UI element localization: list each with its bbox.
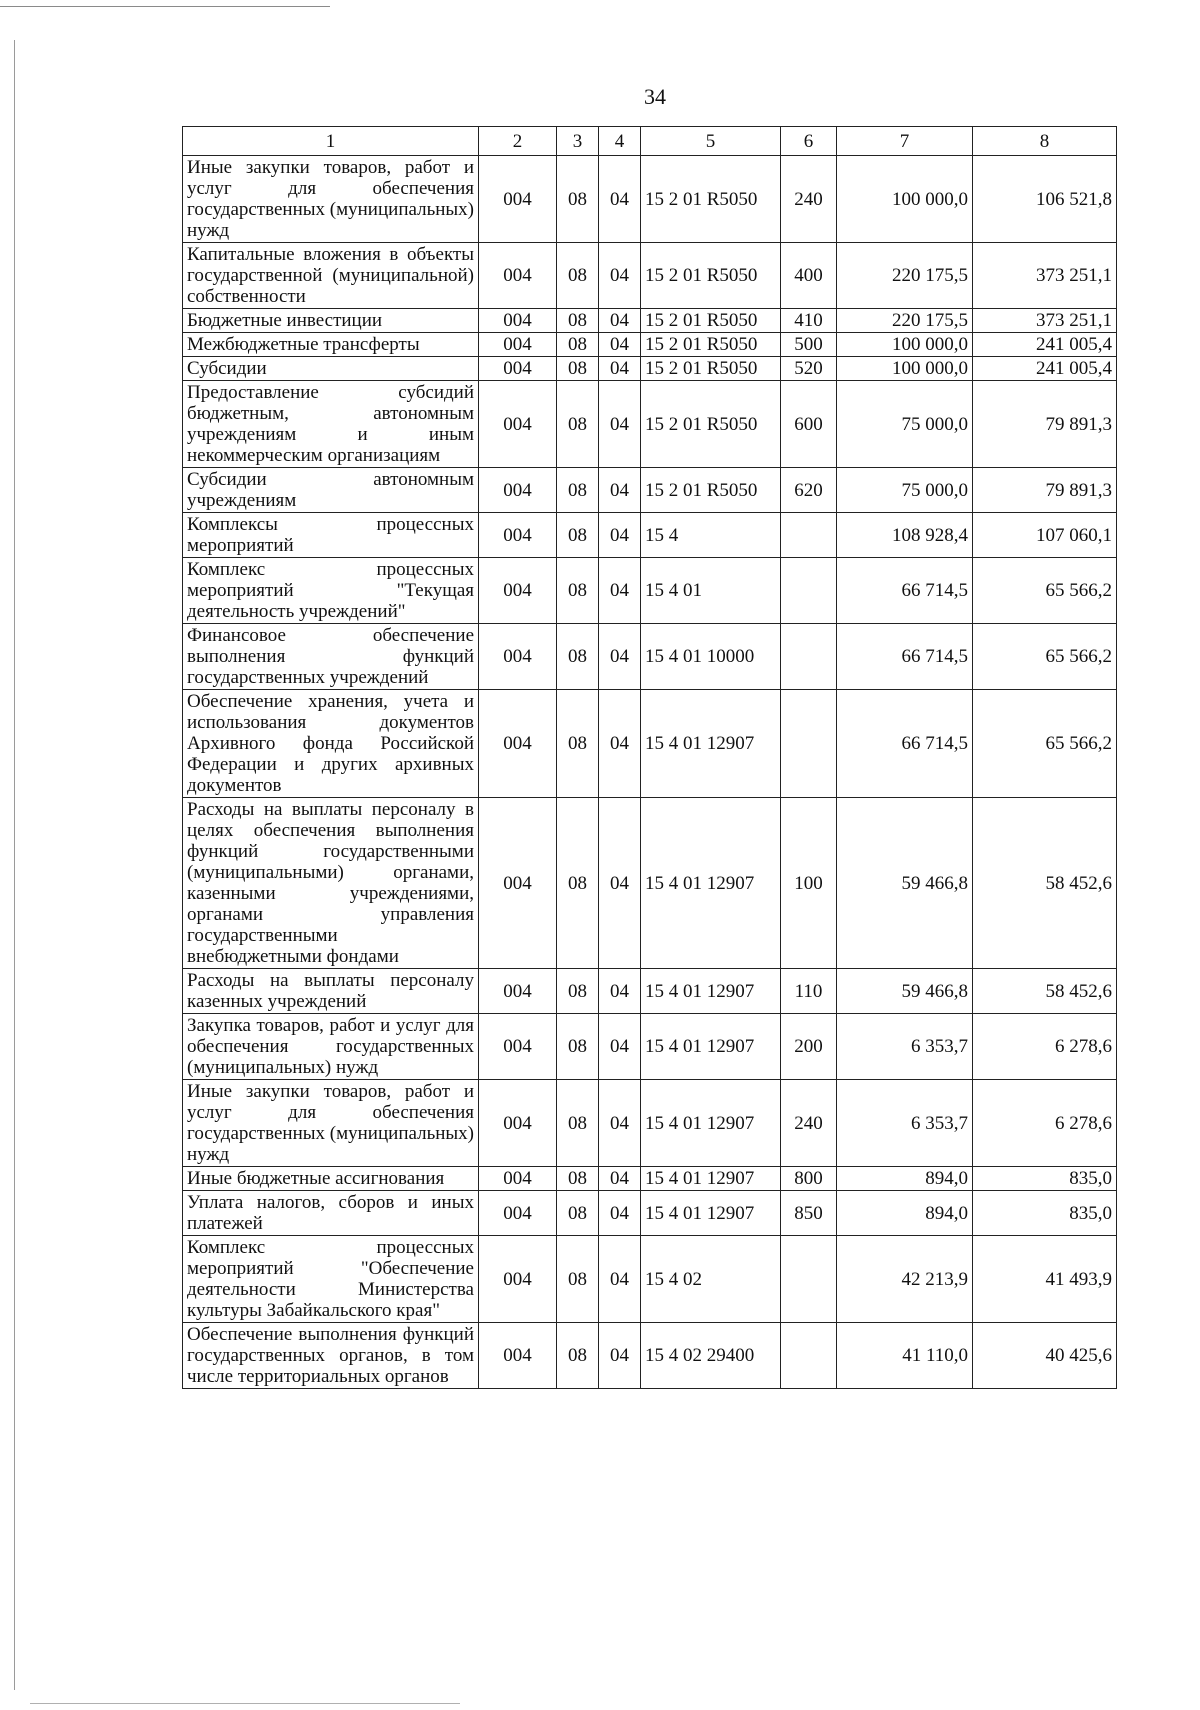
cell-section-code: 08 bbox=[557, 468, 599, 513]
cell-expense-type: 240 bbox=[781, 156, 837, 243]
row-name: Межбюджетные трансферты bbox=[183, 333, 479, 357]
table-row bbox=[183, 1323, 1117, 1389]
cell-ministry-code: 004 bbox=[479, 309, 557, 333]
column-header: 8 bbox=[973, 127, 1117, 156]
cell-expense-type: 800 bbox=[781, 1167, 837, 1191]
cell-target-article: 15 2 01 R5050 bbox=[641, 243, 781, 309]
budget-table bbox=[182, 126, 1117, 1389]
cell-ministry-code: 004 bbox=[479, 333, 557, 357]
table-row bbox=[183, 1191, 1117, 1236]
cell-target-article: 15 4 02 bbox=[641, 1236, 781, 1323]
cell-expense-type: 240 bbox=[781, 1080, 837, 1167]
table-row bbox=[183, 333, 1117, 357]
row-name: Комплексы процессных мероприятий bbox=[183, 513, 479, 558]
cell-ministry-code: 004 bbox=[479, 468, 557, 513]
cell-ministry-code: 004 bbox=[479, 1236, 557, 1323]
row-name: Комплекс процессных мероприятий "Обеспечение деятельности Министерства культуры Забайкальского края" bbox=[183, 1236, 479, 1323]
cell-amount-col7: 100 000,0 bbox=[837, 333, 973, 357]
cell-section-code: 08 bbox=[557, 333, 599, 357]
cell-expense-type: 410 bbox=[781, 309, 837, 333]
cell-amount-col7: 41 110,0 bbox=[837, 1323, 973, 1389]
cell-section-code: 08 bbox=[557, 558, 599, 624]
cell-subsection-code: 04 bbox=[599, 1191, 641, 1236]
cell-expense-type bbox=[781, 624, 837, 690]
cell-target-article: 15 4 02 29400 bbox=[641, 1323, 781, 1389]
column-header: 1 bbox=[183, 127, 479, 156]
cell-amount-col7: 59 466,8 bbox=[837, 969, 973, 1014]
cell-subsection-code: 04 bbox=[599, 1080, 641, 1167]
scan-edge-top bbox=[0, 6, 330, 7]
scan-edge-left bbox=[14, 40, 15, 1690]
cell-section-code: 08 bbox=[557, 1080, 599, 1167]
cell-target-article: 15 2 01 R5050 bbox=[641, 156, 781, 243]
cell-target-article: 15 4 01 bbox=[641, 558, 781, 624]
row-name: Комплекс процессных мероприятий "Текущая деятельность учреждений" bbox=[183, 558, 479, 624]
cell-amount-col7: 894,0 bbox=[837, 1167, 973, 1191]
row-name: Иные закупки товаров, работ и услуг для обеспечения государственных (муниципальных) нужд bbox=[183, 156, 479, 243]
cell-expense-type: 620 bbox=[781, 468, 837, 513]
cell-section-code: 08 bbox=[557, 513, 599, 558]
row-name: Иные бюджетные ассигнования bbox=[183, 1167, 479, 1191]
cell-expense-type: 100 bbox=[781, 798, 837, 969]
table-header-row bbox=[183, 127, 1117, 156]
cell-ministry-code: 004 bbox=[479, 624, 557, 690]
cell-target-article: 15 4 01 12907 bbox=[641, 1080, 781, 1167]
cell-amount-col7: 75 000,0 bbox=[837, 381, 973, 468]
cell-amount-col7: 100 000,0 bbox=[837, 357, 973, 381]
cell-ministry-code: 004 bbox=[479, 513, 557, 558]
cell-amount-col8: 835,0 bbox=[973, 1191, 1117, 1236]
cell-subsection-code: 04 bbox=[599, 1236, 641, 1323]
table-row bbox=[183, 969, 1117, 1014]
row-name: Субсидии bbox=[183, 357, 479, 381]
cell-expense-type: 600 bbox=[781, 381, 837, 468]
cell-amount-col7: 6 353,7 bbox=[837, 1014, 973, 1080]
cell-amount-col7: 894,0 bbox=[837, 1191, 973, 1236]
column-header: 2 bbox=[479, 127, 557, 156]
row-name: Бюджетные инвестиции bbox=[183, 309, 479, 333]
cell-target-article: 15 4 01 12907 bbox=[641, 1167, 781, 1191]
table-row bbox=[183, 690, 1117, 798]
row-name: Иные закупки товаров, работ и услуг для обеспечения государственных (муниципальных) нужд bbox=[183, 1080, 479, 1167]
cell-amount-col7: 75 000,0 bbox=[837, 468, 973, 513]
cell-amount-col7: 220 175,5 bbox=[837, 243, 973, 309]
table-row bbox=[183, 309, 1117, 333]
cell-target-article: 15 2 01 R5050 bbox=[641, 357, 781, 381]
column-header: 5 bbox=[641, 127, 781, 156]
table-body bbox=[183, 156, 1117, 1389]
cell-subsection-code: 04 bbox=[599, 243, 641, 309]
cell-subsection-code: 04 bbox=[599, 156, 641, 243]
cell-amount-col7: 42 213,9 bbox=[837, 1236, 973, 1323]
page-number: 34 bbox=[644, 84, 666, 109]
cell-expense-type bbox=[781, 513, 837, 558]
cell-ministry-code: 004 bbox=[479, 1167, 557, 1191]
cell-amount-col8: 65 566,2 bbox=[973, 624, 1117, 690]
cell-amount-col8: 241 005,4 bbox=[973, 333, 1117, 357]
cell-expense-type bbox=[781, 1323, 837, 1389]
cell-target-article: 15 4 01 12907 bbox=[641, 969, 781, 1014]
row-name: Капитальные вложения в объекты государственной (муниципальной) собственности bbox=[183, 243, 479, 309]
cell-subsection-code: 04 bbox=[599, 558, 641, 624]
cell-expense-type: 200 bbox=[781, 1014, 837, 1080]
cell-amount-col8: 106 521,8 bbox=[973, 156, 1117, 243]
cell-amount-col8: 6 278,6 bbox=[973, 1014, 1117, 1080]
cell-subsection-code: 04 bbox=[599, 381, 641, 468]
cell-section-code: 08 bbox=[557, 357, 599, 381]
cell-subsection-code: 04 bbox=[599, 357, 641, 381]
table-row bbox=[183, 558, 1117, 624]
cell-amount-col8: 58 452,6 bbox=[973, 798, 1117, 969]
cell-expense-type bbox=[781, 1236, 837, 1323]
cell-subsection-code: 04 bbox=[599, 624, 641, 690]
cell-expense-type: 500 bbox=[781, 333, 837, 357]
table-row bbox=[183, 798, 1117, 969]
cell-subsection-code: 04 bbox=[599, 969, 641, 1014]
cell-subsection-code: 04 bbox=[599, 1167, 641, 1191]
cell-amount-col7: 220 175,5 bbox=[837, 309, 973, 333]
cell-amount-col8: 107 060,1 bbox=[973, 513, 1117, 558]
table-row bbox=[183, 1014, 1117, 1080]
cell-amount-col7: 6 353,7 bbox=[837, 1080, 973, 1167]
cell-section-code: 08 bbox=[557, 1167, 599, 1191]
cell-target-article: 15 2 01 R5050 bbox=[641, 333, 781, 357]
cell-amount-col8: 65 566,2 bbox=[973, 690, 1117, 798]
cell-target-article: 15 4 01 10000 bbox=[641, 624, 781, 690]
table-row bbox=[183, 513, 1117, 558]
table-row bbox=[183, 156, 1117, 243]
cell-section-code: 08 bbox=[557, 1323, 599, 1389]
cell-amount-col8: 65 566,2 bbox=[973, 558, 1117, 624]
cell-expense-type: 110 bbox=[781, 969, 837, 1014]
cell-amount-col8: 79 891,3 bbox=[973, 468, 1117, 513]
cell-section-code: 08 bbox=[557, 969, 599, 1014]
row-name: Закупка товаров, работ и услуг для обеспечения государственных (муниципальных) нужд bbox=[183, 1014, 479, 1080]
cell-amount-col8: 373 251,1 bbox=[973, 309, 1117, 333]
cell-expense-type: 400 bbox=[781, 243, 837, 309]
row-name: Финансовое обеспечение выполнения функций государственных учреждений bbox=[183, 624, 479, 690]
row-name: Расходы на выплаты персоналу казенных учреждений bbox=[183, 969, 479, 1014]
table-row bbox=[183, 624, 1117, 690]
cell-ministry-code: 004 bbox=[479, 798, 557, 969]
cell-amount-col8: 241 005,4 bbox=[973, 357, 1117, 381]
cell-amount-col7: 66 714,5 bbox=[837, 690, 973, 798]
row-name: Субсидии автономным учреждениям bbox=[183, 468, 479, 513]
cell-target-article: 15 2 01 R5050 bbox=[641, 309, 781, 333]
cell-subsection-code: 04 bbox=[599, 309, 641, 333]
cell-expense-type: 850 bbox=[781, 1191, 837, 1236]
cell-ministry-code: 004 bbox=[479, 1191, 557, 1236]
cell-target-article: 15 4 01 12907 bbox=[641, 798, 781, 969]
cell-section-code: 08 bbox=[557, 1236, 599, 1323]
cell-target-article: 15 4 01 12907 bbox=[641, 1014, 781, 1080]
cell-target-article: 15 4 bbox=[641, 513, 781, 558]
cell-section-code: 08 bbox=[557, 243, 599, 309]
cell-ministry-code: 004 bbox=[479, 690, 557, 798]
cell-amount-col7: 100 000,0 bbox=[837, 156, 973, 243]
column-header: 6 bbox=[781, 127, 837, 156]
cell-amount-col8: 58 452,6 bbox=[973, 969, 1117, 1014]
cell-target-article: 15 4 01 12907 bbox=[641, 690, 781, 798]
cell-target-article: 15 2 01 R5050 bbox=[641, 381, 781, 468]
cell-section-code: 08 bbox=[557, 156, 599, 243]
cell-expense-type: 520 bbox=[781, 357, 837, 381]
cell-ministry-code: 004 bbox=[479, 1323, 557, 1389]
column-header: 4 bbox=[599, 127, 641, 156]
cell-subsection-code: 04 bbox=[599, 513, 641, 558]
cell-section-code: 08 bbox=[557, 1191, 599, 1236]
cell-section-code: 08 bbox=[557, 690, 599, 798]
cell-ministry-code: 004 bbox=[479, 1014, 557, 1080]
row-name: Расходы на выплаты персоналу в целях обеспечения выполнения функций государственными (муниципальными) органами, казенными учреждениями, органами управления государственными внебюджетными фондами bbox=[183, 798, 479, 969]
cell-subsection-code: 04 bbox=[599, 468, 641, 513]
cell-section-code: 08 bbox=[557, 1014, 599, 1080]
table-row bbox=[183, 1080, 1117, 1167]
column-header: 7 bbox=[837, 127, 973, 156]
row-name: Обеспечение выполнения функций государственных органов, в том числе территориальных органов bbox=[183, 1323, 479, 1389]
cell-amount-col8: 373 251,1 bbox=[973, 243, 1117, 309]
cell-target-article: 15 4 01 12907 bbox=[641, 1191, 781, 1236]
scan-edge-bottom bbox=[30, 1703, 460, 1704]
row-name: Обеспечение хранения, учета и использования документов Архивного фонда Российской Федерации и других архивных документов bbox=[183, 690, 479, 798]
table-row bbox=[183, 468, 1117, 513]
cell-subsection-code: 04 bbox=[599, 798, 641, 969]
cell-expense-type bbox=[781, 558, 837, 624]
column-header: 3 bbox=[557, 127, 599, 156]
cell-amount-col8: 835,0 bbox=[973, 1167, 1117, 1191]
table-row bbox=[183, 243, 1117, 309]
cell-amount-col7: 66 714,5 bbox=[837, 558, 973, 624]
cell-amount-col8: 6 278,6 bbox=[973, 1080, 1117, 1167]
cell-expense-type bbox=[781, 690, 837, 798]
cell-section-code: 08 bbox=[557, 309, 599, 333]
cell-ministry-code: 004 bbox=[479, 1080, 557, 1167]
table-row bbox=[183, 357, 1117, 381]
cell-ministry-code: 004 bbox=[479, 969, 557, 1014]
cell-ministry-code: 004 bbox=[479, 381, 557, 468]
cell-section-code: 08 bbox=[557, 798, 599, 969]
cell-amount-col7: 66 714,5 bbox=[837, 624, 973, 690]
row-name: Уплата налогов, сборов и иных платежей bbox=[183, 1191, 479, 1236]
cell-amount-col8: 40 425,6 bbox=[973, 1323, 1117, 1389]
cell-ministry-code: 004 bbox=[479, 243, 557, 309]
cell-target-article: 15 2 01 R5050 bbox=[641, 468, 781, 513]
table-row bbox=[183, 1236, 1117, 1323]
cell-subsection-code: 04 bbox=[599, 690, 641, 798]
cell-subsection-code: 04 bbox=[599, 1323, 641, 1389]
cell-ministry-code: 004 bbox=[479, 357, 557, 381]
cell-amount-col8: 41 493,9 bbox=[973, 1236, 1117, 1323]
table-row bbox=[183, 1167, 1117, 1191]
cell-ministry-code: 004 bbox=[479, 558, 557, 624]
cell-section-code: 08 bbox=[557, 624, 599, 690]
cell-subsection-code: 04 bbox=[599, 1014, 641, 1080]
cell-amount-col7: 108 928,4 bbox=[837, 513, 973, 558]
cell-amount-col7: 59 466,8 bbox=[837, 798, 973, 969]
cell-subsection-code: 04 bbox=[599, 333, 641, 357]
cell-amount-col8: 79 891,3 bbox=[973, 381, 1117, 468]
cell-ministry-code: 004 bbox=[479, 156, 557, 243]
table-row bbox=[183, 381, 1117, 468]
row-name: Предоставление субсидий бюджетным, автономным учреждениям и иным некоммерческим организациям bbox=[183, 381, 479, 468]
cell-section-code: 08 bbox=[557, 381, 599, 468]
